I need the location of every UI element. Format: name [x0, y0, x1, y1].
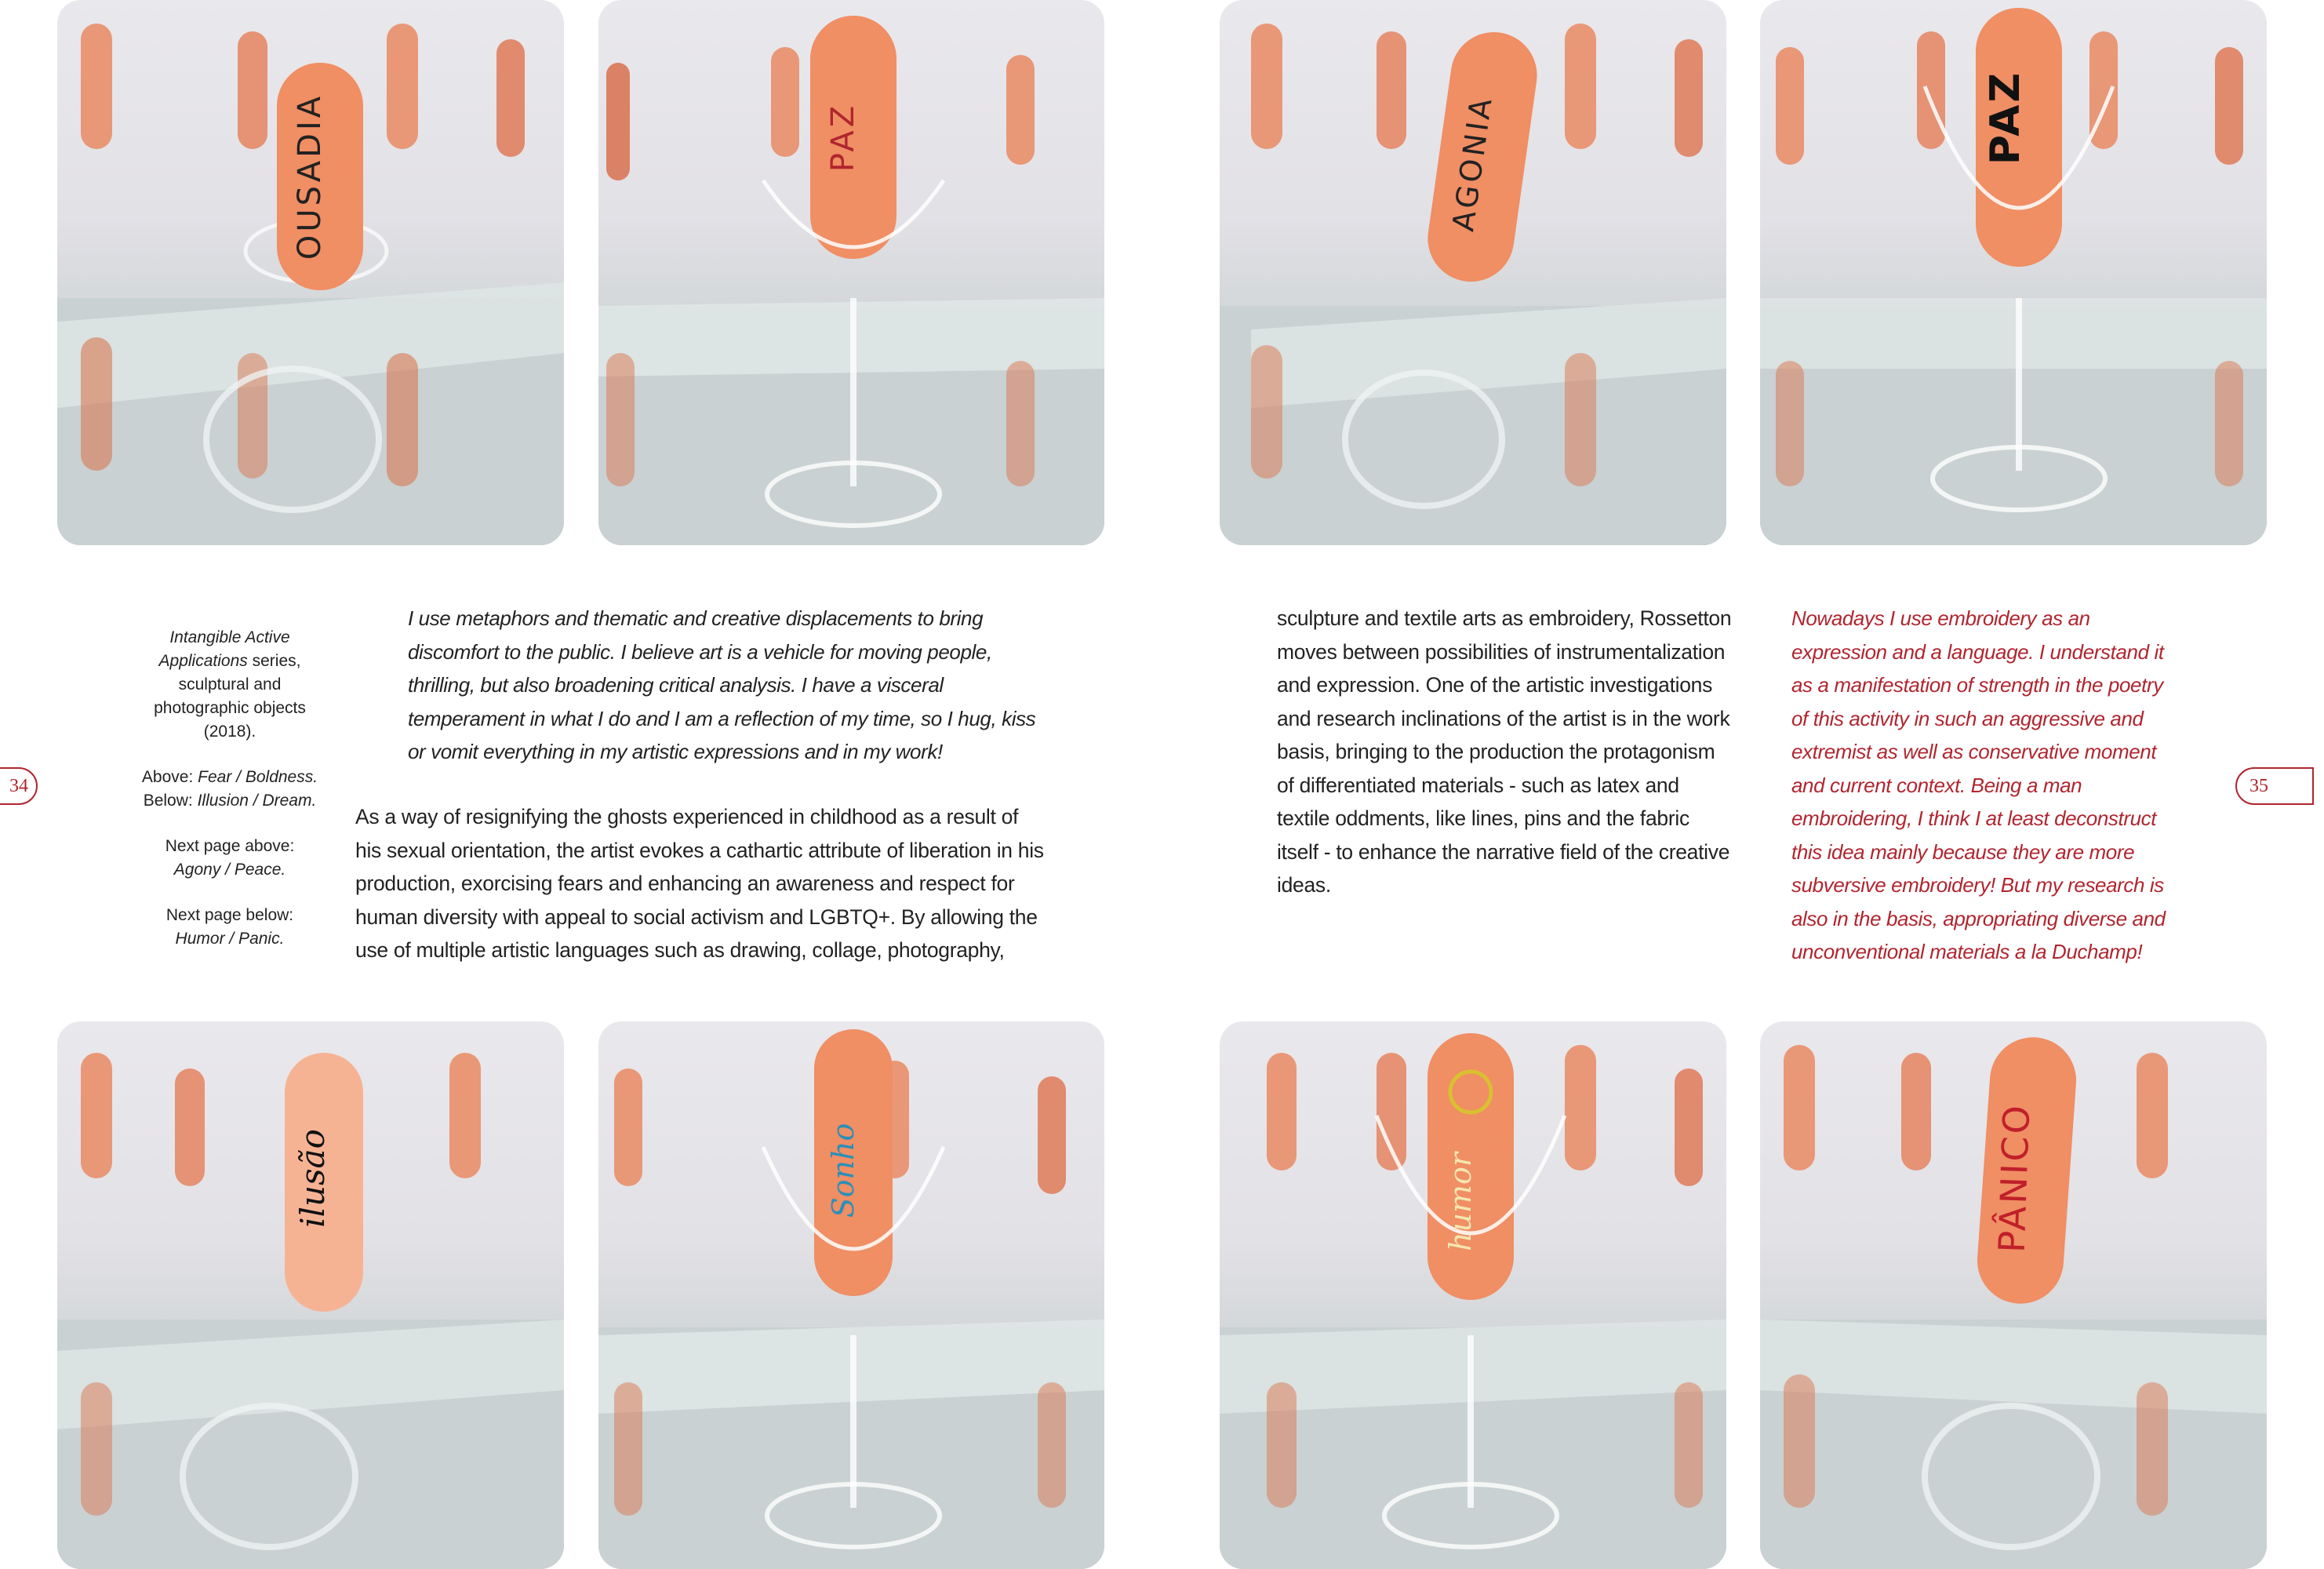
sculpture-image [1220, 1021, 1726, 1569]
next-above-value: Agony / Peace. [173, 861, 286, 879]
embroidered-word: humor [1443, 1152, 1478, 1252]
embroidered-word: Sonho [826, 1123, 860, 1218]
sculpture-image [1760, 1021, 2267, 1569]
sculpture-image [57, 1021, 564, 1569]
embroidered-word: AGONIA [1446, 93, 1500, 234]
next-above-caption [132, 835, 328, 882]
next-below-caption [132, 904, 328, 951]
page-number-left-text: 34 [9, 775, 28, 796]
artist-quote-right: Nowadays I use embroidery as an expression and a language. I understand it as a manifestation of strength in the poetry of this activity in such an aggressive and extremist as well as conservative moment and current context. Being a man embroidering, I think I at least deconstruct this idea mainly because they are more subversive embroidery! But my research is also in the basis, appropriating diverse and unconventional materials a la Duchamp! [1791, 606, 2166, 963]
series-description: series, sculptural and photographic objects (2018). [154, 652, 306, 741]
sculpture-image [1220, 0, 1726, 545]
embroidered-word: OUSADIA [292, 93, 328, 260]
sculpture-image [1760, 0, 2267, 545]
embroidered-word: PAZ [1982, 70, 2029, 166]
above-label: Above: [141, 768, 194, 786]
next-below-value: Humor / Panic. [175, 930, 285, 948]
embroidered-word: ilusão [293, 1129, 332, 1228]
artist-quote-left: I use metaphors and thematic and creative displacements to bring discomfort to the public. I believe art is a vehicle for moving people, thrilling, but also broadening critical analysis. I have a visceral temperament in what I do and I am a reflection of my time, so I hug, kiss or vomit everything in my artistic expressions and in my work! [408, 606, 1036, 763]
embroidered-word: PAZ [825, 102, 861, 173]
photo-panic [1760, 1021, 2267, 1569]
below-label: Below: [143, 792, 193, 810]
current-page-caption [132, 766, 328, 813]
series-caption [132, 626, 328, 744]
page-number-right [2235, 767, 2314, 805]
next-above-label: Next page above: [165, 837, 295, 855]
above-value: Fear / Boldness. [198, 768, 318, 786]
photo-dream [598, 1021, 1104, 1569]
photo-agony [1220, 0, 1726, 545]
sculpture-image [57, 0, 564, 545]
photo-caption [132, 626, 328, 973]
photo-peace-2 [1760, 0, 2267, 545]
below-value: Illusion / Dream. [197, 792, 317, 810]
next-below-label: Next page below: [165, 906, 294, 924]
sculpture-image [598, 0, 1104, 545]
photo-illusion [57, 1021, 564, 1569]
photo-fear-boldness [57, 0, 564, 545]
photo-peace [598, 0, 1104, 545]
photo-humor [1220, 1021, 1726, 1569]
body-text-right: sculpture and textile arts as embroidery, Rossetton moves between possibilities of instrumentalization and expression. One of the artistic investigations and research inclinations of the artist is in the work basis, bringing to the production the protagonism of differentiated materials - such as latex and textile oddments, like lines, pins and the fabric itself - to enhance the narrative field of the creative ideas. [1277, 606, 1732, 897]
page-number-right-text: 35 [2249, 775, 2268, 796]
page-number-left [0, 767, 38, 805]
embroidered-word: PÂNICO [1990, 1102, 2039, 1254]
sculpture-image [598, 1021, 1104, 1569]
series-title: Intangible Active Applications [158, 628, 290, 670]
body-text-left: As a way of resignifying the ghosts experienced in childhood as a result of his sexual orientation, the artist evokes a cathartic attribute of liberation in his production, exorcising fears and enhancing an awareness and respect for human diversity with appeal to social activism and LGBTQ+. By allowing the use of multiple artistic languages such as drawing, collage, photography, [355, 805, 1044, 962]
